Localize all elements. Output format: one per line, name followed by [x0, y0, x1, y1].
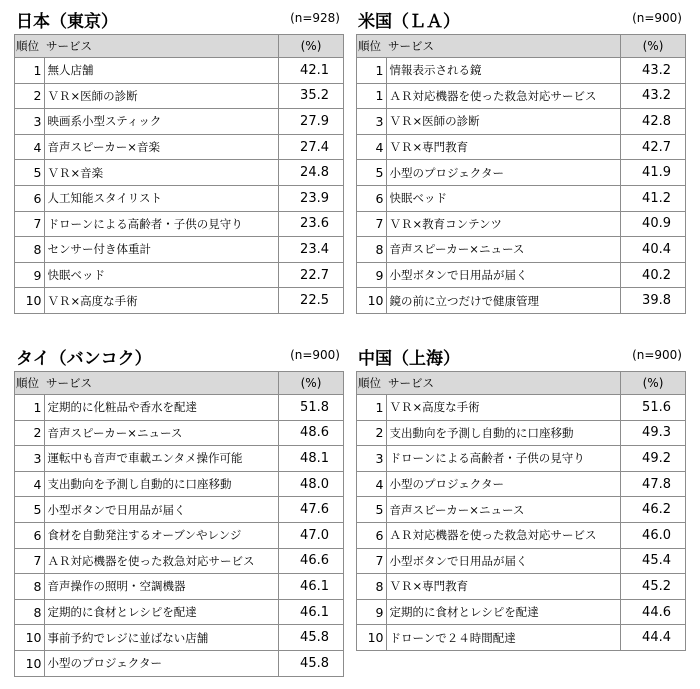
- service-cell: 小型ボタンで日用品が届く: [386, 262, 621, 288]
- rank-cell: 5: [357, 497, 387, 523]
- table-row: [357, 83, 686, 109]
- rank-cell: 10: [15, 625, 45, 651]
- service-cell: 食材を自動発注するオーブンやレンジ: [44, 522, 279, 548]
- table-row: [15, 58, 344, 84]
- percent-cell: 40.9: [621, 211, 686, 237]
- service-cell: 音声スピーカー×音楽: [44, 134, 279, 160]
- table-row: [357, 395, 686, 421]
- service-cell: ＡＲ対応機器を使った救急対応サービス: [386, 522, 621, 548]
- rank-cell: 4: [15, 134, 45, 160]
- header-rank: 順位: [15, 372, 45, 395]
- service-cell: 快眠ベッド: [386, 185, 621, 211]
- percent-cell: 45.4: [621, 548, 686, 574]
- table-row: [15, 446, 344, 472]
- table-row: [15, 185, 344, 211]
- service-cell: 小型のプロジェクター: [44, 650, 279, 676]
- header-service: サービス: [44, 35, 279, 58]
- percent-cell: 24.8: [279, 160, 344, 186]
- percent-cell: 49.3: [621, 420, 686, 446]
- ranking-table: [14, 34, 344, 314]
- rank-cell: 10: [357, 625, 387, 651]
- rank-cell: 10: [15, 650, 45, 676]
- percent-cell: 49.2: [621, 446, 686, 472]
- table-row: [15, 211, 344, 237]
- table-row: [357, 185, 686, 211]
- percent-cell: 47.8: [621, 471, 686, 497]
- rank-cell: 8: [15, 574, 45, 600]
- service-cell: ＶＲ×教育コンテンツ: [386, 211, 621, 237]
- service-cell: 小型のプロジェクター: [386, 160, 621, 186]
- header-rank: 順位: [15, 35, 45, 58]
- percent-cell: 45.2: [621, 574, 686, 600]
- service-cell: センサー付き体重計: [44, 237, 279, 263]
- percent-cell: 46.2: [621, 497, 686, 523]
- service-cell: ＶＲ×医師の診断: [44, 83, 279, 109]
- percent-cell: 46.6: [279, 548, 344, 574]
- table-row: [357, 420, 686, 446]
- panel-usa-la: [356, 6, 686, 314]
- percent-cell: 45.8: [279, 625, 344, 651]
- rank-cell: 9: [15, 262, 45, 288]
- service-cell: 事前予約でレジに並ばない店舗: [44, 625, 279, 651]
- percent-cell: 23.9: [279, 185, 344, 211]
- table-row: [15, 83, 344, 109]
- service-cell: 支出動向を予測し自動的に口座移動: [44, 471, 279, 497]
- service-cell: 音声スピーカー×ニュース: [386, 237, 621, 263]
- service-cell: 定期的に食材とレシピを配達: [44, 599, 279, 625]
- service-cell: ドローンで２４時間配達: [386, 625, 621, 651]
- panel-header: [356, 343, 686, 371]
- rank-cell: 4: [15, 471, 45, 497]
- table-row: [357, 134, 686, 160]
- percent-cell: 46.0: [621, 522, 686, 548]
- table-header-row: [15, 35, 344, 58]
- service-cell: ＶＲ×高度な手術: [44, 288, 279, 314]
- table-row: [357, 471, 686, 497]
- percent-cell: 47.6: [279, 497, 344, 523]
- service-cell: 音声操作の照明・空調機器: [44, 574, 279, 600]
- service-cell: 情報表示される鏡: [386, 58, 621, 84]
- percent-cell: 47.0: [279, 522, 344, 548]
- table-row: [15, 237, 344, 263]
- percent-cell: 22.7: [279, 262, 344, 288]
- percent-cell: 48.6: [279, 420, 344, 446]
- service-cell: 無人店舗: [44, 58, 279, 84]
- percent-cell: 35.2: [279, 83, 344, 109]
- sample-size: (n=900): [290, 348, 340, 362]
- percent-cell: 27.9: [279, 109, 344, 135]
- rank-cell: 6: [357, 522, 387, 548]
- rank-cell: 5: [15, 160, 45, 186]
- service-cell: ＡＲ対応機器を使った救急対応サービス: [44, 548, 279, 574]
- service-cell: 運転中も音声で車載エンタメ操作可能: [44, 446, 279, 472]
- service-cell: 支出動向を予測し自動的に口座移動: [386, 420, 621, 446]
- header-rank: 順位: [357, 35, 387, 58]
- header-service: サービス: [386, 372, 621, 395]
- table-row: [15, 471, 344, 497]
- service-cell: 小型ボタンで日用品が届く: [386, 548, 621, 574]
- header-percent: (%): [279, 372, 344, 395]
- table-row: [357, 574, 686, 600]
- ranking-table: [14, 371, 344, 677]
- rank-cell: 4: [357, 134, 387, 160]
- percent-cell: 48.1: [279, 446, 344, 472]
- panel-header: [14, 343, 344, 371]
- rank-cell: 5: [15, 497, 45, 523]
- table-row: [357, 288, 686, 314]
- rank-cell: 9: [357, 599, 387, 625]
- percent-cell: 42.7: [621, 134, 686, 160]
- percent-cell: 42.1: [279, 58, 344, 84]
- rank-cell: 7: [357, 211, 387, 237]
- percent-cell: 43.2: [621, 83, 686, 109]
- rank-cell: 2: [15, 420, 45, 446]
- rank-cell: 4: [357, 471, 387, 497]
- table-row: [357, 109, 686, 135]
- service-cell: ＶＲ×医師の診断: [386, 109, 621, 135]
- rank-cell: 8: [357, 237, 387, 263]
- percent-cell: 40.4: [621, 237, 686, 263]
- percent-cell: 45.8: [279, 650, 344, 676]
- table-row: [15, 288, 344, 314]
- percent-cell: 46.1: [279, 599, 344, 625]
- service-cell: ドローンによる高齢者・子供の見守り: [44, 211, 279, 237]
- rank-cell: 8: [15, 599, 45, 625]
- percent-cell: 22.5: [279, 288, 344, 314]
- panel-title: 中国（上海）: [358, 349, 460, 369]
- percent-cell: 51.6: [621, 395, 686, 421]
- service-cell: 快眠ベッド: [44, 262, 279, 288]
- rank-cell: 8: [15, 237, 45, 263]
- rank-cell: 3: [15, 109, 45, 135]
- header-service: サービス: [44, 372, 279, 395]
- percent-cell: 48.0: [279, 471, 344, 497]
- rank-cell: 1: [357, 395, 387, 421]
- table-row: [15, 134, 344, 160]
- header-percent: (%): [621, 372, 686, 395]
- ranking-table: [356, 34, 686, 314]
- panel-header: [356, 6, 686, 34]
- rank-cell: 5: [357, 160, 387, 186]
- table-row: [357, 522, 686, 548]
- rank-cell: 2: [15, 83, 45, 109]
- service-cell: 定期的に化粧品や香水を配達: [44, 395, 279, 421]
- table-row: [15, 109, 344, 135]
- percent-cell: 46.1: [279, 574, 344, 600]
- table-row: [357, 237, 686, 263]
- rank-cell: 3: [357, 446, 387, 472]
- panel-japan-tokyo: [14, 6, 344, 314]
- table-row: [15, 262, 344, 288]
- rank-cell: 6: [15, 185, 45, 211]
- service-cell: 小型ボタンで日用品が届く: [44, 497, 279, 523]
- rank-cell: 2: [357, 420, 387, 446]
- percent-cell: 44.4: [621, 625, 686, 651]
- service-cell: ＶＲ×高度な手術: [386, 395, 621, 421]
- panel-title: 日本（東京）: [16, 12, 118, 32]
- table-header-row: [15, 372, 344, 395]
- percent-cell: 44.6: [621, 599, 686, 625]
- service-cell: ドローンによる高齢者・子供の見守り: [386, 446, 621, 472]
- service-cell: 定期的に食材とレシピを配達: [386, 599, 621, 625]
- service-cell: ＶＲ×専門教育: [386, 574, 621, 600]
- rank-cell: 1: [15, 395, 45, 421]
- percent-cell: 39.8: [621, 288, 686, 314]
- table-row: [357, 211, 686, 237]
- sample-size: (n=900): [632, 348, 682, 362]
- rank-cell: 1: [357, 58, 387, 84]
- service-cell: 音声スピーカー×ニュース: [386, 497, 621, 523]
- header-rank: 順位: [357, 372, 387, 395]
- table-row: [15, 599, 344, 625]
- service-cell: 映画系小型スティック: [44, 109, 279, 135]
- header-percent: (%): [621, 35, 686, 58]
- table-row: [15, 420, 344, 446]
- rank-cell: 9: [357, 262, 387, 288]
- service-cell: ＶＲ×専門教育: [386, 134, 621, 160]
- table-row: [357, 625, 686, 651]
- rank-cell: 3: [357, 109, 387, 135]
- percent-cell: 41.9: [621, 160, 686, 186]
- rank-cell: 7: [15, 211, 45, 237]
- percent-cell: 27.4: [279, 134, 344, 160]
- table-row: [357, 160, 686, 186]
- table-row: [15, 650, 344, 676]
- rank-cell: 6: [357, 185, 387, 211]
- sample-size: (n=900): [632, 11, 682, 25]
- table-row: [15, 395, 344, 421]
- table-header-row: [357, 35, 686, 58]
- rank-cell: 1: [357, 83, 387, 109]
- percent-cell: 41.2: [621, 185, 686, 211]
- table-row: [357, 58, 686, 84]
- rank-cell: 3: [15, 446, 45, 472]
- table-row: [15, 160, 344, 186]
- rank-cell: 8: [357, 574, 387, 600]
- service-cell: 小型のプロジェクター: [386, 471, 621, 497]
- panel-title: タイ（バンコク）: [16, 349, 152, 369]
- table-row: [15, 522, 344, 548]
- panel-china-shanghai: [356, 343, 686, 651]
- panel-thailand-bangkok: [14, 343, 344, 677]
- table-row: [357, 548, 686, 574]
- service-cell: 音声スピーカー×ニュース: [44, 420, 279, 446]
- rank-cell: 10: [15, 288, 45, 314]
- percent-cell: 23.4: [279, 237, 344, 263]
- ranking-table: [356, 371, 686, 651]
- rank-cell: 7: [357, 548, 387, 574]
- table-row: [15, 625, 344, 651]
- table-row: [357, 497, 686, 523]
- table-row: [15, 548, 344, 574]
- rank-cell: 6: [15, 522, 45, 548]
- table-row: [15, 497, 344, 523]
- service-cell: ＡＲ対応機器を使った救急対応サービス: [386, 83, 621, 109]
- percent-cell: 40.2: [621, 262, 686, 288]
- percent-cell: 23.6: [279, 211, 344, 237]
- rank-cell: 10: [357, 288, 387, 314]
- sample-size: (n=928): [290, 11, 340, 25]
- service-cell: ＶＲ×音楽: [44, 160, 279, 186]
- table-row: [15, 574, 344, 600]
- service-cell: 鏡の前に立つだけで健康管理: [386, 288, 621, 314]
- panel-title: 米国（ＬＡ）: [358, 12, 460, 32]
- table-row: [357, 262, 686, 288]
- table-header-row: [357, 372, 686, 395]
- rank-cell: 7: [15, 548, 45, 574]
- percent-cell: 51.8: [279, 395, 344, 421]
- rank-cell: 1: [15, 58, 45, 84]
- table-row: [357, 446, 686, 472]
- header-service: サービス: [386, 35, 621, 58]
- panel-header: [14, 6, 344, 34]
- header-percent: (%): [279, 35, 344, 58]
- percent-cell: 42.8: [621, 109, 686, 135]
- percent-cell: 43.2: [621, 58, 686, 84]
- service-cell: 人工知能スタイリスト: [44, 185, 279, 211]
- table-row: [357, 599, 686, 625]
